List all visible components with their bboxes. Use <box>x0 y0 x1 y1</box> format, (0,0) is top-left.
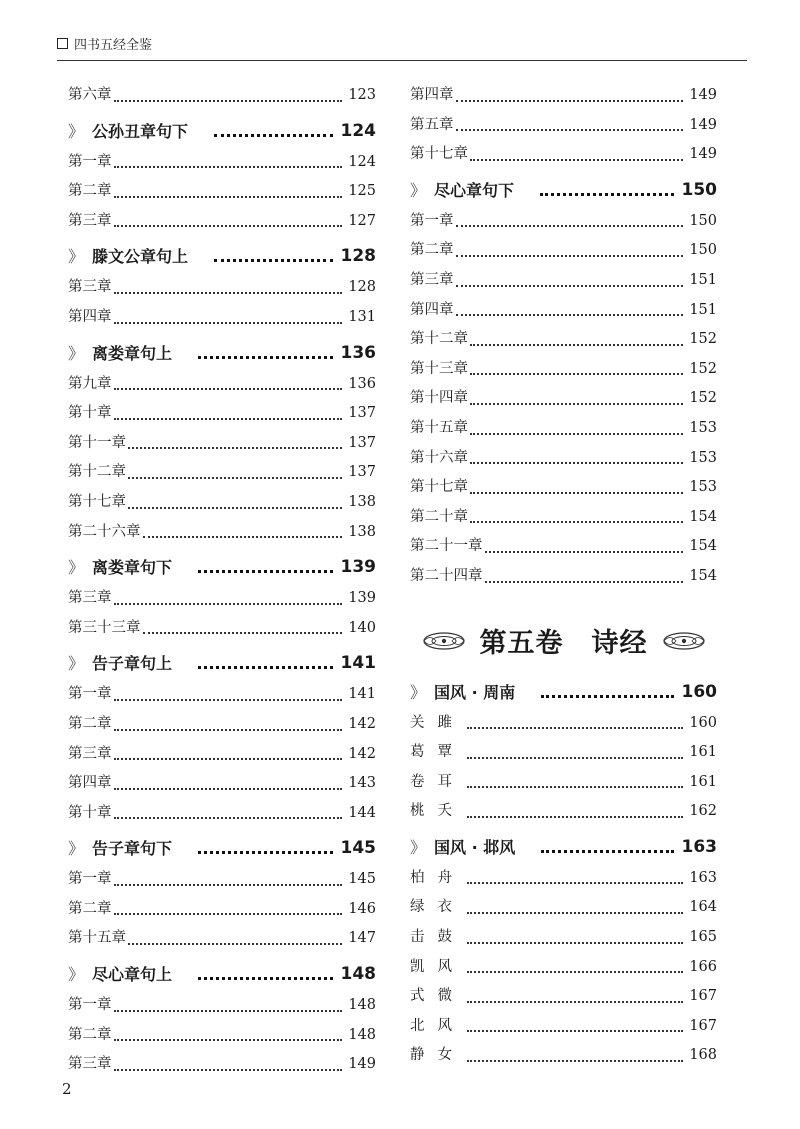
toc-section-heading[interactable] <box>410 174 717 207</box>
toc-entry-page: 167 <box>689 1017 717 1034</box>
dot-leader <box>467 971 683 973</box>
toc-entry[interactable] <box>68 81 376 111</box>
dot-leader <box>470 344 683 346</box>
dot-leader <box>467 727 683 729</box>
toc-entry[interactable] <box>410 532 717 562</box>
toc-entry-page: 150 <box>689 242 717 259</box>
dot-leader <box>198 977 332 980</box>
toc-entry-page: 153 <box>689 449 717 466</box>
toc-entry-title: 第二十六章 <box>68 523 141 540</box>
toc-entry[interactable] <box>410 864 717 894</box>
dot-leader <box>143 632 343 634</box>
dot-leader <box>485 581 684 583</box>
toc-entry[interactable] <box>410 236 717 266</box>
toc-entry[interactable] <box>410 738 717 768</box>
toc-section-title: 国风 · 邶风 <box>434 837 516 857</box>
toc-entry[interactable] <box>68 584 376 614</box>
dot-leader <box>470 462 683 464</box>
dot-leader <box>540 193 673 196</box>
toc-entry[interactable] <box>410 207 717 237</box>
dot-leader <box>456 285 684 287</box>
toc-entry-page: 137 <box>348 405 376 422</box>
toc-entry-title: 第十二章 <box>410 331 468 348</box>
dot-leader <box>128 477 342 479</box>
dot-leader <box>114 1069 343 1071</box>
toc-section-page: 163 <box>681 836 717 857</box>
toc-entry[interactable] <box>410 384 717 414</box>
toc-entry-page: 145 <box>348 871 376 888</box>
toc-entry-page: 153 <box>689 419 717 436</box>
dot-leader <box>114 817 343 819</box>
toc-entry-title: 第五章 <box>410 116 454 133</box>
toc-entry-page: 127 <box>348 212 376 229</box>
dot-leader <box>114 884 343 886</box>
section-marker: 》 <box>68 558 85 578</box>
toc-entry-page: 150 <box>689 212 717 229</box>
toc-entry-page: 138 <box>348 523 376 540</box>
toc-entry[interactable] <box>68 680 376 710</box>
toc-entry-page: 151 <box>689 301 717 318</box>
section-marker: 》 <box>68 839 85 859</box>
toc-entry-page: 148 <box>348 1026 376 1043</box>
toc-entry-page: 165 <box>689 929 717 946</box>
dot-leader <box>467 816 683 818</box>
toc-section-title: 离娄章句上 <box>92 343 173 363</box>
toc-entry-page: 154 <box>689 538 717 555</box>
toc-entry-page: 166 <box>689 958 717 975</box>
dot-leader <box>114 225 343 227</box>
toc-left-column <box>68 81 376 1080</box>
toc-entry-title: 第二十一章 <box>410 538 483 555</box>
toc-entry[interactable] <box>410 444 717 474</box>
toc-section-page: 145 <box>340 838 376 859</box>
dot-leader <box>485 551 684 553</box>
toc-entry[interactable] <box>410 140 717 170</box>
toc-entry-title: 第四章 <box>68 775 112 792</box>
toc-entry-title: 关雎 <box>410 714 465 731</box>
toc-section-title: 离娄章句下 <box>92 558 173 578</box>
toc-entry[interactable] <box>410 709 717 739</box>
dot-leader <box>541 850 673 853</box>
toc-section-heading[interactable] <box>68 115 376 148</box>
toc-entry-page: 149 <box>348 1056 376 1073</box>
toc-entry[interactable] <box>68 518 376 548</box>
toc-entry[interactable] <box>68 370 376 400</box>
toc-entry[interactable] <box>410 414 717 444</box>
toc-entry[interactable] <box>68 865 376 895</box>
toc-section-page: 148 <box>340 964 376 985</box>
toc-entry[interactable] <box>410 81 717 111</box>
toc-section-title: 告子章句下 <box>92 839 173 859</box>
toc-entry-title: 第十三章 <box>410 360 468 377</box>
toc-entry-title: 第三章 <box>68 1056 112 1073</box>
volume-heading <box>410 612 717 670</box>
toc-entry-title: 第三十三章 <box>68 619 141 636</box>
toc-section-page: 139 <box>340 557 376 578</box>
toc-entry-page: 152 <box>689 360 717 377</box>
toc-entry[interactable] <box>410 923 717 953</box>
dot-leader <box>456 129 684 131</box>
ornament-left-icon <box>422 631 466 651</box>
toc-entry-title: 第九章 <box>68 375 112 392</box>
dot-leader <box>470 403 683 405</box>
dot-leader <box>456 314 684 316</box>
toc-entry[interactable] <box>68 458 376 488</box>
toc-entry-page: 128 <box>348 279 376 296</box>
toc-entry-page: 141 <box>348 686 376 703</box>
toc-entry-title: 第一章 <box>68 153 112 170</box>
dot-leader <box>114 418 343 420</box>
toc-section-title: 尽心章句下 <box>434 180 515 200</box>
dot-leader <box>467 757 683 759</box>
toc-entry-title: 第十七章 <box>410 146 468 163</box>
toc-right-column <box>410 81 717 1071</box>
toc-entry-page: 140 <box>348 619 376 636</box>
toc-entry[interactable] <box>410 355 717 385</box>
toc-section-page: 150 <box>681 179 717 200</box>
dot-leader <box>541 695 673 698</box>
dot-leader <box>467 1030 683 1032</box>
toc-entry[interactable] <box>410 562 717 592</box>
toc-section-title: 尽心章句上 <box>92 965 173 985</box>
dot-leader <box>470 521 683 523</box>
toc-entry[interactable] <box>68 207 376 237</box>
dot-leader <box>467 882 683 884</box>
toc-entry-title: 第十五章 <box>410 419 468 436</box>
toc-section-title: 公孙丑章句下 <box>92 121 189 141</box>
section-marker: 》 <box>68 343 85 363</box>
toc-entry-page: 138 <box>348 493 376 510</box>
toc-entry-page: 160 <box>689 714 717 731</box>
toc-entry-title: 桃夭 <box>410 803 465 820</box>
dot-leader <box>114 166 343 168</box>
volume-title: 第五卷 诗经 <box>479 628 648 659</box>
toc-entry[interactable] <box>68 399 376 429</box>
toc-section-heading[interactable] <box>68 337 376 370</box>
toc-entry[interactable] <box>68 429 376 459</box>
toc-entry-title: 第十五章 <box>68 930 126 947</box>
dot-leader <box>128 943 342 945</box>
toc-entry-title: 第二章 <box>68 900 112 917</box>
dot-leader <box>114 788 343 790</box>
dot-leader <box>456 225 684 227</box>
toc-entry[interactable] <box>410 325 717 355</box>
dot-leader <box>214 259 332 262</box>
toc-entry-page: 154 <box>689 508 717 525</box>
toc-entry-page: 163 <box>689 869 717 886</box>
toc-entry-page: 161 <box>689 773 717 790</box>
toc-entry[interactable] <box>410 768 717 798</box>
toc-section-heading[interactable] <box>68 240 376 273</box>
section-marker: 》 <box>68 965 85 985</box>
toc-section-page: 160 <box>681 681 717 702</box>
toc-entry-page: 164 <box>689 899 717 916</box>
toc-entry-title: 击鼓 <box>410 929 465 946</box>
toc-entry[interactable] <box>68 614 376 644</box>
toc-entry[interactable] <box>410 266 717 296</box>
toc-entry-page: 146 <box>348 900 376 917</box>
toc-entry[interactable] <box>68 177 376 207</box>
toc-entry-page: 148 <box>348 997 376 1014</box>
toc-entry-title: 第一章 <box>68 997 112 1014</box>
dot-leader <box>114 758 343 760</box>
toc-entry-page: 124 <box>348 153 376 170</box>
toc-entry-title: 第三章 <box>68 212 112 229</box>
dot-leader <box>114 196 343 198</box>
ornament-right-icon <box>662 631 706 651</box>
dot-leader <box>467 1060 683 1062</box>
dot-leader <box>470 373 683 375</box>
toc-entry-title: 式微 <box>410 988 465 1005</box>
toc-entry[interactable] <box>410 797 717 827</box>
toc-entry[interactable] <box>68 488 376 518</box>
toc-entry-title: 卷耳 <box>410 773 465 790</box>
toc-entry[interactable] <box>68 991 376 1021</box>
toc-entry-title: 凯风 <box>410 958 465 975</box>
dot-leader <box>214 134 332 137</box>
toc-entry-page: 142 <box>348 745 376 762</box>
dot-leader <box>198 666 332 669</box>
dot-leader <box>114 1010 343 1012</box>
toc-entry[interactable] <box>68 303 376 333</box>
toc-entry[interactable] <box>68 1050 376 1080</box>
toc-entry[interactable] <box>410 953 717 983</box>
toc-entry-title: 第十六章 <box>410 449 468 466</box>
toc-entry-title: 第二十四章 <box>410 567 483 584</box>
dot-leader <box>198 356 332 359</box>
toc-entry-page: 149 <box>689 116 717 133</box>
toc-entry-page: 137 <box>348 464 376 481</box>
dot-leader <box>198 570 332 573</box>
toc-entry-page: 154 <box>689 567 717 584</box>
toc-section-heading[interactable] <box>68 551 376 584</box>
page-number: 2 <box>62 1080 72 1098</box>
toc-entry-title: 静女 <box>410 1047 465 1064</box>
toc-entry-page: 149 <box>689 146 717 163</box>
dot-leader <box>470 433 683 435</box>
dot-leader <box>467 912 683 914</box>
toc-entry[interactable] <box>68 895 376 925</box>
toc-section-title: 告子章句上 <box>92 654 173 674</box>
toc-entry-page: 152 <box>689 390 717 407</box>
toc-entry[interactable] <box>410 473 717 503</box>
dot-leader <box>128 507 342 509</box>
dot-leader <box>470 159 683 161</box>
toc-entry-page: 152 <box>689 331 717 348</box>
toc-entry-page: 125 <box>348 183 376 200</box>
dot-leader <box>114 699 343 701</box>
toc-entry-page: 139 <box>348 590 376 607</box>
toc-entry-page: 153 <box>689 479 717 496</box>
toc-entry-title: 第三章 <box>68 745 112 762</box>
toc-section-heading[interactable] <box>68 832 376 865</box>
toc-entry-title: 第一章 <box>68 686 112 703</box>
toc-entry-title: 第二十章 <box>410 508 468 525</box>
toc-entry-page: 123 <box>348 87 376 103</box>
dot-leader <box>114 388 343 390</box>
dot-leader <box>467 1001 683 1003</box>
toc-entry-page: 167 <box>689 988 717 1005</box>
toc-entry-title: 第一章 <box>410 212 454 229</box>
toc-entry-title: 柏舟 <box>410 869 465 886</box>
header-rule <box>57 60 747 61</box>
toc-section-heading[interactable] <box>68 647 376 680</box>
toc-entry-title: 第十一章 <box>68 434 126 451</box>
dot-leader <box>128 447 342 449</box>
toc-entry-page: 162 <box>689 803 717 820</box>
dot-leader <box>198 851 332 854</box>
toc-entry-page: 151 <box>689 271 717 288</box>
dot-leader <box>467 942 683 944</box>
dot-leader <box>143 536 343 538</box>
toc-entry-title: 第四章 <box>410 87 454 103</box>
toc-entry[interactable] <box>410 1012 717 1042</box>
toc-entry-title: 绿衣 <box>410 899 465 916</box>
dot-leader <box>114 1039 343 1041</box>
dot-leader <box>114 729 343 731</box>
toc-entry-title: 第二章 <box>68 1026 112 1043</box>
dot-leader <box>114 100 343 102</box>
section-marker: 》 <box>410 682 427 702</box>
toc-entry-title: 第四章 <box>68 308 112 325</box>
dot-leader <box>114 292 343 294</box>
toc-entry-title: 第二章 <box>410 242 454 259</box>
toc-entry-title: 北风 <box>410 1017 465 1034</box>
book-title: 四书五经全鉴 <box>74 38 153 53</box>
toc-entry-title: 第三章 <box>410 271 454 288</box>
toc-entry[interactable] <box>410 111 717 141</box>
toc-entry-page: 144 <box>348 804 376 821</box>
toc-section-title: 国风 · 周南 <box>434 682 516 702</box>
dot-leader <box>470 492 683 494</box>
toc-section-heading[interactable] <box>68 958 376 991</box>
section-marker: 》 <box>68 121 85 141</box>
toc-entry-title: 第四章 <box>410 301 454 318</box>
dot-leader <box>114 603 343 605</box>
toc-entry-page: 137 <box>348 434 376 451</box>
toc-entry[interactable] <box>410 1041 717 1071</box>
toc-section-page: 128 <box>340 246 376 267</box>
toc-entry[interactable] <box>410 982 717 1012</box>
toc-entry[interactable] <box>68 710 376 740</box>
toc-entry-page: 161 <box>689 744 717 761</box>
toc-entry-title: 第十章 <box>68 804 112 821</box>
toc-entry[interactable] <box>410 503 717 533</box>
toc-entry-page: 131 <box>348 308 376 325</box>
toc-entry-page: 149 <box>689 87 717 103</box>
toc-entry[interactable] <box>68 769 376 799</box>
toc-entry-title: 第三章 <box>68 279 112 296</box>
dot-leader <box>114 913 343 915</box>
toc-entry[interactable] <box>68 273 376 303</box>
toc-section-page: 124 <box>340 120 376 141</box>
toc-entry-page: 168 <box>689 1047 717 1064</box>
toc-entry-page: 142 <box>348 715 376 732</box>
dot-leader <box>456 100 684 102</box>
toc-entry[interactable] <box>68 799 376 829</box>
toc-entry[interactable] <box>68 148 376 178</box>
toc-entry-title: 第十七章 <box>410 479 468 496</box>
toc-entry-title: 第六章 <box>68 87 112 103</box>
toc-entry-title: 第十章 <box>68 405 112 422</box>
toc-entry-title: 第二章 <box>68 183 112 200</box>
section-marker: 》 <box>410 180 427 200</box>
toc-entry-title: 第三章 <box>68 590 112 607</box>
toc-entry[interactable] <box>410 296 717 326</box>
toc-entry-title: 第十二章 <box>68 464 126 481</box>
square-icon <box>57 38 68 49</box>
dot-leader <box>456 255 684 257</box>
toc-entry-title: 葛覃 <box>410 744 465 761</box>
dot-leader <box>114 322 343 324</box>
section-marker: 》 <box>68 247 85 267</box>
running-header <box>57 34 747 53</box>
section-marker: 》 <box>410 837 427 857</box>
toc-section-page: 141 <box>340 653 376 674</box>
toc-entry-title: 第十七章 <box>68 493 126 510</box>
toc-entry[interactable] <box>68 924 376 954</box>
toc-entry-page: 143 <box>348 775 376 792</box>
toc-entry[interactable] <box>68 740 376 770</box>
toc-entry-title: 第一章 <box>68 871 112 888</box>
toc-entry-title: 第十四章 <box>410 390 468 407</box>
toc-section-heading[interactable] <box>410 831 717 864</box>
toc-section-heading[interactable] <box>410 676 717 709</box>
toc-entry-page: 136 <box>348 375 376 392</box>
toc-section-title: 滕文公章句上 <box>92 247 189 267</box>
toc-entry[interactable] <box>410 893 717 923</box>
dot-leader <box>467 786 683 788</box>
toc-entry-title: 第二章 <box>68 715 112 732</box>
section-marker: 》 <box>68 654 85 674</box>
toc-entry[interactable] <box>68 1021 376 1051</box>
toc-entry-page: 147 <box>348 930 376 947</box>
toc-section-page: 136 <box>340 342 376 363</box>
